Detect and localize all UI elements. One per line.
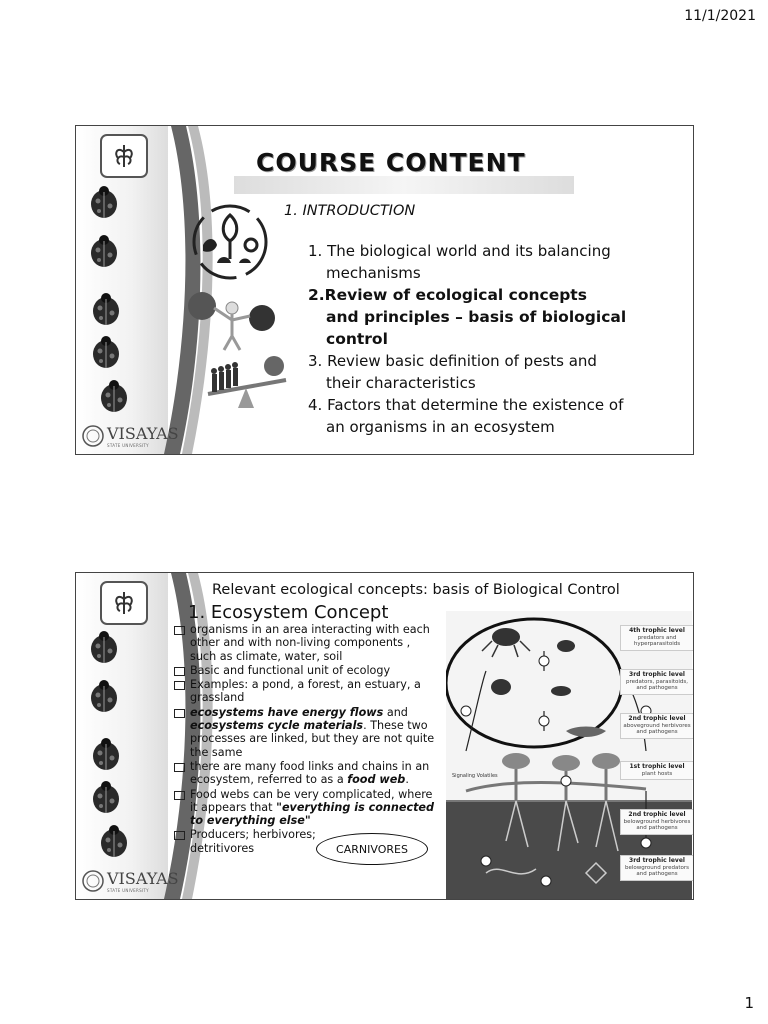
trophic-level-label: 4th trophic level predators and hyperparasitoids	[620, 625, 694, 651]
ladybug-icon	[90, 736, 122, 772]
carnivores-highlight-ellipse: CARNIVORES	[316, 833, 428, 865]
checkbox-bullet-icon	[174, 626, 185, 635]
trophic-level-label: 2nd trophic level belowground herbivores and pathogens	[620, 809, 694, 835]
section-heading: 1. INTRODUCTION	[284, 203, 416, 219]
ecology-cycle-icon	[189, 201, 271, 283]
ladybug-icon	[88, 629, 120, 665]
university-seal-icon	[82, 870, 104, 892]
list-item: 3. Review basic definition of pests and their characteristics	[308, 352, 597, 392]
university-subname: STATE UNIVERSITY	[107, 443, 149, 448]
ecosystem-bullet-list	[174, 623, 439, 856]
ladybug-icon	[88, 233, 120, 269]
slide-title: COURSE CONTENT	[256, 148, 526, 177]
ladybug-icon	[98, 823, 130, 859]
slide-ecosystem-concept	[75, 572, 694, 900]
university-subname: STATE UNIVERSITY	[107, 888, 149, 893]
list-item: ecosystems have energy flows and ecosystems cycle materials. These two processes are linked, but they are not quite the same	[174, 706, 439, 759]
university-name: VISAYAS	[107, 869, 179, 888]
university-footer-logo	[82, 424, 179, 448]
ladybug-icon	[98, 378, 130, 414]
checkbox-bullet-icon	[174, 667, 185, 676]
checkbox-bullet-icon	[174, 763, 185, 772]
title-underline-band	[234, 176, 574, 194]
ladybug-icon	[90, 779, 122, 815]
signaling-volatiles-label: Signaling Volatiles	[452, 773, 498, 779]
ladybug-icon	[90, 291, 122, 327]
earth-balance-illustration	[184, 286, 279, 356]
university-footer-logo	[82, 869, 179, 893]
slide-course-content	[75, 125, 694, 455]
checkbox-bullet-icon	[174, 709, 185, 718]
section-heading: 1. Ecosystem Concept	[188, 602, 389, 623]
checkbox-bullet-icon	[174, 681, 185, 690]
trophic-level-label: 3rd trophic level belowground predators and pathogens	[620, 855, 694, 881]
list-item: Basic and functional unit of ecology	[174, 664, 439, 677]
header-date: 11/1/2021	[684, 8, 756, 24]
list-item: there are many food links and chains in an ecosystem, referred to as a food web.	[174, 760, 439, 787]
list-item: 1. The biological world and its balancing mechanisms	[308, 242, 611, 282]
trophic-level-label: 1st trophic level plant hosts	[620, 761, 694, 780]
university-name: VISAYAS	[107, 424, 179, 443]
list-item-highlighted: 2.Review of ecological concepts and principles – basis of biological control	[308, 286, 627, 348]
university-logo	[100, 134, 148, 178]
checkbox-bullet-icon	[174, 831, 185, 840]
trophic-level-label: 2nd trophic level aboveground herbivores and pathogens	[620, 713, 694, 739]
ladybug-icon	[88, 184, 120, 220]
trophic-level-label: 3rd trophic level predators, parasitoids, and pathogens	[620, 669, 694, 695]
ladybug-icon	[88, 678, 120, 714]
course-content-list	[308, 240, 693, 438]
page-number: 1	[744, 994, 754, 1012]
food-web-diagram	[446, 611, 692, 899]
ladybug-icon	[90, 334, 122, 370]
list-item: 4. Factors that determine the existence of an organisms in an ecosystem	[308, 396, 624, 436]
list-item: organisms in an area interacting with each other and with non-living components , such as climate, water, soil	[174, 623, 439, 663]
checkbox-bullet-icon	[174, 791, 185, 800]
list-item: Producers; herbivores; detritivores	[174, 828, 439, 855]
slide-title: Relevant ecological concepts: basis of Biological Control	[212, 582, 620, 598]
list-item: Examples: a pond, a forest, an estuary, a grassland	[174, 678, 439, 705]
university-logo	[100, 581, 148, 625]
university-seal-icon	[82, 425, 104, 447]
seesaw-illustration	[204, 354, 289, 412]
list-item: Food webs can be very complicated, where it appears that "everything is connected to everything else"	[174, 788, 439, 828]
